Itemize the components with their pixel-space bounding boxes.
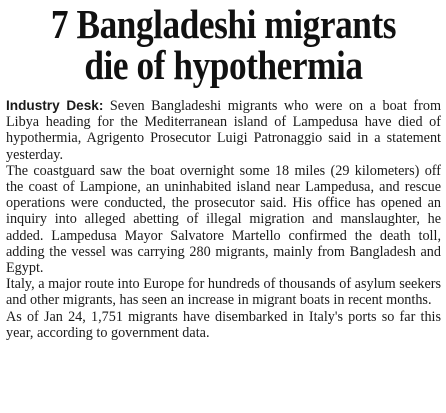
paragraph-1-text: Seven Bangladeshi migrants who were on a boat from Libya heading for the Mediterranean island of Lampedusa have died of hypothermia, Agrigento Prosecutor Luigi Patronaggio said in a statement yesterday. [6, 98, 441, 163]
paragraph-3: Italy, a major route into Europe for hundreds of thousands of asylum seekers and other migrants, has seen an increase in migrant boats in recent months. [6, 276, 441, 309]
byline: Industry Desk: [6, 98, 104, 113]
paragraph-1 [6, 98, 441, 163]
paragraph-2: The coastguard saw the boat overnight some 18 miles (29 kilometers) off the coast of Lampione, an uninhabited island near Lampedusa, and rescue operations were conducted, the prosecutor said. His office has opened an inquiry into alleged abetting of illegal migration and manslaughter, he added. Lampedusa Mayor Salvatore Martello confirmed the death toll, adding the vessel was carrying 280 migrants, mainly from Bangladesh and Egypt. [6, 162, 441, 277]
headline [36, 1, 410, 88]
paragraph-4: As of Jan 24, 1,751 migrants have disembarked in Italy's ports so far this year, according to government data. [6, 308, 441, 341]
article-body [6, 98, 441, 341]
headline-line-1: 7 Bangladeshi migrants [50, 1, 397, 47]
headline-line-2: die of hypothermia [84, 42, 363, 88]
